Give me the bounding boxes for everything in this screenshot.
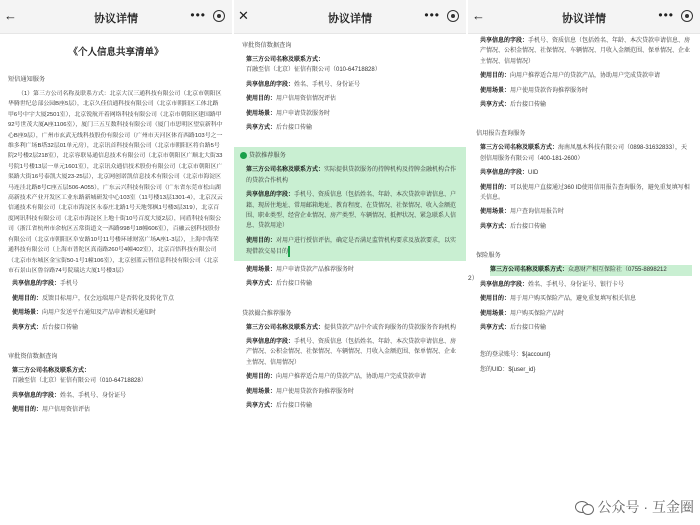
usage-scene bbox=[480, 309, 692, 319]
field-label: 使用目的： bbox=[12, 407, 43, 414]
field-value: 后台接口传输 bbox=[510, 324, 547, 331]
sharing-method bbox=[480, 100, 692, 110]
field-label: 使用场景： bbox=[246, 388, 277, 395]
field-label: 共享信息的字段： bbox=[246, 81, 295, 88]
field-label: 使用场景： bbox=[480, 209, 511, 216]
watermark bbox=[575, 497, 694, 517]
section-heading: 短信通知服务 bbox=[8, 76, 46, 83]
usage-scene bbox=[480, 86, 692, 96]
selection-cursor-icon[interactable] bbox=[288, 246, 290, 257]
phone-screen-1 bbox=[0, 0, 232, 525]
shared-fields bbox=[12, 391, 224, 401]
field-value: 反馈目标用户，仅会远端用户是否转化及转化节点 bbox=[42, 295, 175, 302]
field-value: 海南凤凰木科技有限公司（0898-31632833），天创信用服务有限公司（400-181-2600） bbox=[480, 145, 688, 162]
usage-purpose bbox=[12, 294, 224, 304]
field-value: 姓名、手机号、身份证号 bbox=[60, 392, 127, 399]
field-label: 共享方式： bbox=[246, 403, 277, 410]
section-heading bbox=[242, 147, 458, 159]
field-value: 百融至信（北京）征信有限公司（010-64718828） bbox=[12, 378, 147, 385]
shared-fields bbox=[246, 190, 458, 232]
field-label: 共享方式： bbox=[480, 223, 511, 230]
selection-handle-icon[interactable] bbox=[240, 152, 247, 159]
field-label: 共享信息的字段： bbox=[12, 281, 61, 288]
agreement-content bbox=[234, 34, 466, 525]
section-heading: 保险服务 bbox=[476, 252, 501, 260]
section-heading: 审批资信数据查询 bbox=[8, 352, 58, 360]
field-label: 共享信息的字段： bbox=[246, 338, 295, 345]
field-label: 共享信息的字段： bbox=[480, 281, 529, 288]
usage-purpose bbox=[480, 71, 692, 81]
field-label: 共享方式： bbox=[246, 125, 277, 132]
third-party-company bbox=[246, 165, 458, 186]
usage-purpose bbox=[480, 183, 692, 204]
shared-fields bbox=[246, 80, 458, 90]
field-label: 使用目的： bbox=[12, 295, 43, 302]
field-value: 后台接口传输 bbox=[42, 324, 79, 331]
field-value: 用户查询信用报告时 bbox=[510, 209, 565, 216]
field-label: 使用场景： bbox=[246, 110, 277, 117]
field-value: 提供贷款产品中介或咨询服务的贷款服务咨询机构 bbox=[324, 324, 457, 331]
usage-scene bbox=[246, 387, 458, 397]
phone-screen-3 bbox=[468, 0, 700, 525]
more-options-icon[interactable]: ••• bbox=[658, 8, 674, 22]
field-label: 第三方公司名称及联系方式： bbox=[12, 367, 91, 374]
field-label: 共享方式： bbox=[480, 102, 511, 109]
usage-scene bbox=[12, 308, 224, 318]
sharing-method bbox=[480, 323, 692, 333]
usage-purpose bbox=[246, 236, 458, 261]
field-value: 姓名、手机号、身份证号 bbox=[294, 81, 361, 88]
back-arrow-icon[interactable]: ← bbox=[472, 8, 485, 23]
field-label: 共享信息的字段： bbox=[480, 170, 529, 177]
field-label: 使用目的： bbox=[480, 73, 511, 80]
agreement-content bbox=[0, 34, 232, 525]
field-label: 共享信息的字段： bbox=[246, 192, 295, 199]
field-value: 手机号、资质信息（包括姓名、年龄、本次贷款申请信息、房产情况、公积金情况、社保情况、车辆情况、月收入金额范围、保单情况、企业主情况、信用情况） bbox=[246, 338, 457, 366]
shared-fields bbox=[480, 168, 692, 178]
document-title: 《个人信息共享清单》 bbox=[68, 47, 164, 58]
usage-purpose bbox=[12, 405, 224, 415]
field-label: 第三方公司名称及联系方式： bbox=[246, 167, 325, 174]
more-options-icon[interactable]: ••• bbox=[190, 8, 206, 22]
shared-fields bbox=[480, 280, 692, 290]
field-value: 百融至信（北京）征信有限公司（010-64718828） bbox=[246, 67, 381, 74]
usage-purpose bbox=[246, 372, 458, 382]
field-label: 第三方公司名称及联系方式： bbox=[480, 145, 559, 152]
field-value: 用户信用资信评估 bbox=[42, 407, 91, 414]
third-party-company bbox=[246, 323, 458, 333]
field-label: 使用场景： bbox=[246, 266, 277, 273]
third-party-company bbox=[12, 366, 224, 387]
section-heading: 审批资信数据查询 bbox=[242, 42, 292, 49]
close-icon[interactable]: ✕ bbox=[238, 8, 249, 23]
miniprogram-close-icon[interactable] bbox=[213, 10, 225, 22]
highlighted-selection[interactable] bbox=[234, 147, 466, 260]
company-list: （1）第三方公司名称及联系方式：北京大汉三通科技有限公司（北京市朝阳区华腾世纪总部公园B座5层），北京久佳信通科技有限公司（北京市朝阳区工体北路甲6号中宇大厦2501室），北京锐航开着网络科技有限公司（北京市朝阳区建国路甲92号世茂大厦A座1106室），厦门三五互数科技有限公司（厦门市思明区望宸新科中心B座9层），广州市玄武无线科技股份有限公司（广州市天河区体育西路103号之一维多利广场B塔32层01单元房），北京讯首科技有限公司（北京市朝阳区将台路5号院2号楼2层218室），北京容联易通信息技术有限公司（北京市朝阳区广顺北大街33号院1号楼13层一单元1601室），北京讯众通信技术股份有限公司（北京市朝阳区广渠路大街16号泰凯大厦23-25层），北京网创诺凯信息技术有限公司（北京市海淀区马连洼北路8号C座五层506-A055），广东云兴科技有限公司（广东省东莞市松山湖高新技术产业开发区工业东路新城研发中心103室（11号楼13层1301-4），北京汉云信通技术有限公司（北京市海淀区永泰庄北路1号天地邻枫1号楼3层319），北京百度网讯科技有限公司（北京市海淀区上地十街10号百度大厦2层），同盾科技有限公司（浙江省杭州市余杭区五常街道文一西路998号18幢606室），百融云创科技股份有限公司（北京市朝阳区阜安路10号11号楼环球财富广场A座1-3层），上海中海荣通科技有限公司（上海市普陀区真南路260号4幢402室），北京百悟科技有限公司（北京市东城区金宝街50-1号1幢106室），北京创蓝云智信息科技有限公司（北京市石景山区鲁谷路74号院瑞达大厦1号楼3层） bbox=[8, 91, 223, 274]
field-label: 第三方公司名称及联系方式： bbox=[490, 267, 569, 274]
section-heading: 贷款撮合推荐服务 bbox=[242, 309, 292, 317]
field-value: 后台接口传输 bbox=[510, 223, 547, 230]
field-label: 使用场景： bbox=[480, 310, 511, 317]
field-value: 用户申请贷款产品推荐服务时 bbox=[276, 266, 355, 273]
field-value: 后台接口传输 bbox=[510, 102, 547, 109]
more-options-icon[interactable]: ••• bbox=[424, 8, 440, 22]
field-value: UID bbox=[528, 170, 539, 177]
field-label: 使用目的： bbox=[246, 96, 277, 103]
shared-fields bbox=[246, 337, 458, 368]
field-value: 手机号 bbox=[60, 281, 79, 288]
field-value: 用户信用资信情况评估 bbox=[276, 96, 337, 103]
field-value: 向用户推荐适合用户的贷款产品，协助用户完成贷款申请 bbox=[276, 374, 427, 381]
field-value: 用于用户购买保险产品，避免重复填写相关信息 bbox=[510, 296, 637, 303]
back-arrow-icon[interactable]: ← bbox=[4, 8, 17, 23]
sharing-method bbox=[246, 279, 458, 289]
login-account: 您的登录账号：${account} bbox=[480, 352, 551, 359]
phone-screen-2 bbox=[234, 0, 466, 525]
field-label: 使用目的： bbox=[246, 374, 277, 381]
page-title: 协议详情 bbox=[328, 13, 372, 25]
third-party-company bbox=[480, 143, 692, 164]
field-label: 共享信息的字段： bbox=[12, 392, 61, 399]
field-value: 对用户进行授信评估，确定是否满足监管机构要求及放款要求，以实现借款交易目的 bbox=[246, 237, 457, 256]
field-value: 向用户推荐适合用户的贷款产品，协助用户完成贷款申请 bbox=[510, 73, 661, 80]
miniprogram-close-icon[interactable] bbox=[447, 10, 459, 22]
miniprogram-close-icon[interactable] bbox=[681, 10, 693, 22]
sharing-method bbox=[246, 123, 458, 133]
agreement-content bbox=[468, 34, 700, 525]
nav-bar bbox=[0, 0, 232, 34]
insurance-company-row bbox=[468, 265, 700, 283]
nav-bar bbox=[468, 0, 700, 34]
field-value: 用户申请贷款服务时 bbox=[276, 110, 331, 117]
user-uid: 您的UID：${user_id} bbox=[480, 366, 536, 373]
field-value: 用户使用贷款咨询推荐服务时 bbox=[510, 87, 589, 94]
field-label: 共享方式： bbox=[12, 324, 43, 331]
step-marker: 2） bbox=[468, 275, 479, 283]
usage-purpose bbox=[480, 294, 692, 304]
usage-scene bbox=[246, 265, 458, 275]
field-value: 后台接口传输 bbox=[276, 403, 313, 410]
shared-fields bbox=[480, 36, 692, 67]
watermark-text: 公众号 · 互金圈 bbox=[597, 499, 694, 515]
field-value: 实际提供贷款服务的持牌机构及持牌金融机构合作的贷款合作机构 bbox=[246, 167, 457, 184]
third-party-company[interactable] bbox=[490, 265, 692, 275]
field-value: 可以使用户直接通过360 ID使用信用报告查询服务，避免重复填写相关信息。 bbox=[480, 184, 690, 202]
section-title: 贷款推荐服务 bbox=[248, 152, 286, 160]
usage-purpose bbox=[246, 94, 458, 104]
field-value: 手机号、资质信息（包括姓名、年龄、本次贷款申请信息、房产情况、公积金情况、社保情况、车辆情况、月收入金额范围、保单情况、企业主情况、信用情况） bbox=[480, 38, 691, 65]
field-value: 姓名、手机号、身份证号、银行卡号 bbox=[528, 281, 625, 288]
shared-fields bbox=[12, 279, 224, 289]
field-value: 后台接口传输 bbox=[276, 125, 313, 132]
field-label: 使用场景： bbox=[12, 310, 43, 317]
field-value: 向用户发送平台通知及产品申请相关通知时 bbox=[42, 310, 157, 317]
field-value: 后台接口传输 bbox=[276, 281, 313, 288]
field-label: 第三方公司名称及联系方式： bbox=[246, 57, 325, 63]
sharing-method bbox=[12, 323, 224, 333]
field-label: 共享方式： bbox=[246, 281, 277, 288]
field-label: 使用目的： bbox=[246, 237, 277, 244]
page-title: 协议详情 bbox=[562, 13, 606, 25]
field-label: 第三方公司名称及联系方式： bbox=[246, 324, 325, 331]
field-value: 手机号、资质信息（包括姓名、年龄、本次贷款申请信息、户籍、现居住地址、常用邮箱地址、教育程度、在贷情况、社保情况、收入金额范围、职业类型、经营企业情况、房产类型、车辆情况、抵押状况、紧急联系人信息、贷款用途） bbox=[246, 192, 457, 230]
sharing-method bbox=[480, 222, 692, 232]
field-label: 使用目的： bbox=[480, 184, 511, 191]
section-heading: 信用报告查询服务 bbox=[476, 130, 526, 138]
field-label: 共享方式： bbox=[480, 324, 511, 331]
third-party-company bbox=[246, 55, 458, 76]
nav-bar bbox=[234, 0, 466, 34]
field-value: 众惠财产相互保险社（0755-8898212 bbox=[568, 267, 667, 274]
field-label: 使用目的： bbox=[480, 296, 511, 303]
usage-scene bbox=[246, 109, 458, 119]
field-label: 使用场景： bbox=[480, 87, 511, 94]
field-value: 用户使用贷款咨询推荐服务时 bbox=[276, 388, 355, 395]
field-label: 共享信息的字段： bbox=[480, 38, 529, 44]
field-value: 用户购买保险产品时 bbox=[510, 310, 565, 317]
page-title: 协议详情 bbox=[94, 13, 138, 25]
usage-scene bbox=[480, 207, 692, 217]
wechat-icon bbox=[575, 500, 593, 514]
sharing-method bbox=[246, 401, 458, 411]
